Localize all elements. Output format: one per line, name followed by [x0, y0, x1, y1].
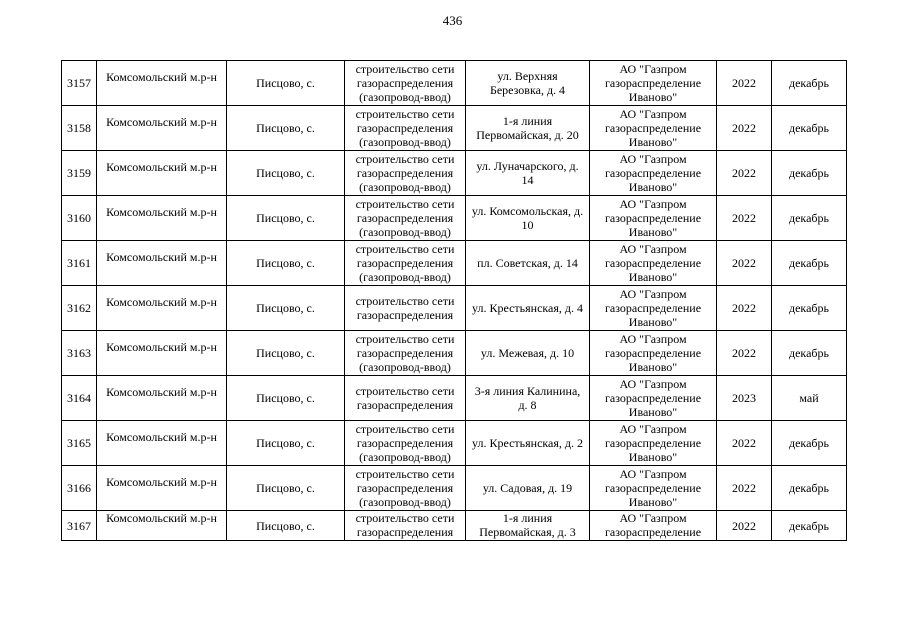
address: ул. Крестьянская, д. 2: [472, 436, 583, 450]
settlement-cell: [227, 241, 345, 286]
table-row: [62, 151, 847, 196]
district-cell: [97, 241, 227, 286]
work-type: строительство сети газораспределения (газопровод-ввод): [355, 152, 455, 194]
table-row: [62, 106, 847, 151]
year-cell: [717, 151, 772, 196]
organization: АО "Газпром газораспределение Иваново": [604, 62, 702, 104]
address-cell: [466, 421, 590, 466]
district-cell: [97, 151, 227, 196]
month: декабрь: [789, 481, 829, 495]
row-number: 3165: [67, 436, 91, 450]
table-body: [62, 61, 847, 541]
table-row: [62, 511, 847, 541]
district-cell: [97, 466, 227, 511]
settlement: Писцово, с.: [256, 518, 315, 533]
organization: АО "Газпром газораспределение Иваново": [604, 332, 702, 374]
district: Комсомольский м.р-н: [106, 295, 217, 309]
month: декабрь: [789, 166, 829, 180]
year-cell: [717, 421, 772, 466]
month: декабрь: [789, 76, 829, 90]
row-number: 3161: [67, 256, 91, 270]
year-cell: [717, 196, 772, 241]
work-type-cell: [345, 61, 466, 106]
row-number: 3158: [67, 121, 91, 135]
page-number: 436: [442, 13, 463, 28]
work-type: строительство сети газораспределения: [355, 511, 455, 539]
address: ул. Межевая, д. 10: [480, 346, 575, 360]
row-number: 3167: [67, 518, 91, 533]
organization-cell: [590, 421, 717, 466]
district-cell: [97, 331, 227, 376]
month-cell: [772, 106, 847, 151]
address-cell: [466, 511, 590, 541]
year-cell: [717, 376, 772, 421]
settlement: Писцово, с.: [256, 76, 315, 90]
organization: АО "Газпром газораспределение: [604, 511, 702, 539]
work-type-cell: [345, 196, 466, 241]
district: Комсомольский м.р-н: [106, 340, 217, 354]
address: ул. Садовая, д. 19: [482, 481, 573, 495]
row-number-cell: [62, 421, 97, 466]
gas-network-table: [61, 60, 847, 541]
year-cell: [717, 106, 772, 151]
organization: АО "Газпром газораспределение Иваново": [604, 152, 702, 194]
month: декабрь: [789, 211, 829, 225]
organization-cell: [590, 331, 717, 376]
work-type: строительство сети газораспределения (газопровод-ввод): [355, 62, 455, 104]
work-type: строительство сети газораспределения: [355, 294, 455, 322]
address-cell: [466, 376, 590, 421]
row-number: 3159: [67, 166, 91, 180]
organization-cell: [590, 241, 717, 286]
month: декабрь: [789, 518, 829, 533]
work-type-cell: [345, 151, 466, 196]
work-type: строительство сети газораспределения: [355, 384, 455, 412]
row-number-cell: [62, 331, 97, 376]
organization-cell: [590, 61, 717, 106]
row-number-cell: [62, 196, 97, 241]
work-type: строительство сети газораспределения (газопровод-ввод): [355, 242, 455, 284]
year: 2022: [732, 211, 756, 225]
work-type: строительство сети газораспределения (газопровод-ввод): [355, 332, 455, 374]
work-type: строительство сети газораспределения (газопровод-ввод): [355, 467, 455, 509]
year-cell: [717, 331, 772, 376]
work-type-cell: [345, 511, 466, 541]
work-type-cell: [345, 106, 466, 151]
row-number: 3164: [67, 391, 91, 405]
address-cell: [466, 331, 590, 376]
settlement: Писцово, с.: [256, 211, 315, 225]
address-cell: [466, 61, 590, 106]
month-cell: [772, 331, 847, 376]
month-cell: [772, 196, 847, 241]
row-number-cell: [62, 466, 97, 511]
table-row: [62, 376, 847, 421]
work-type-cell: [345, 331, 466, 376]
year: 2022: [732, 256, 756, 270]
year: 2022: [732, 76, 756, 90]
district-cell: [97, 376, 227, 421]
address-cell: [466, 466, 590, 511]
organization: АО "Газпром газораспределение Иваново": [604, 197, 702, 239]
district: Комсомольский м.р-н: [106, 250, 217, 264]
year: 2022: [732, 166, 756, 180]
organization: АО "Газпром газораспределение Иваново": [604, 422, 702, 464]
settlement: Писцово, с.: [256, 121, 315, 135]
organization-cell: [590, 196, 717, 241]
month-cell: [772, 376, 847, 421]
month: май: [799, 391, 819, 405]
month: декабрь: [789, 346, 829, 360]
month-cell: [772, 151, 847, 196]
organization: АО "Газпром газораспределение Иваново": [604, 107, 702, 149]
district: Комсомольский м.р-н: [106, 160, 217, 174]
work-type-cell: [345, 241, 466, 286]
month: декабрь: [789, 301, 829, 315]
address-cell: [466, 151, 590, 196]
district: Комсомольский м.р-н: [106, 385, 217, 399]
address: ул. Верхняя Березовка, д. 4: [489, 69, 566, 97]
address: ул. Комсомольская, д. 10: [471, 204, 584, 232]
work-type-cell: [345, 286, 466, 331]
month-cell: [772, 511, 847, 541]
row-number: 3162: [67, 301, 91, 315]
work-type-cell: [345, 376, 466, 421]
table-row: [62, 196, 847, 241]
settlement: Писцово, с.: [256, 346, 315, 360]
district-cell: [97, 196, 227, 241]
month: декабрь: [789, 121, 829, 135]
row-number: 3160: [67, 211, 91, 225]
year-cell: [717, 466, 772, 511]
row-number: 3157: [67, 76, 91, 90]
district-cell: [97, 511, 227, 541]
settlement-cell: [227, 286, 345, 331]
row-number-cell: [62, 151, 97, 196]
row-number: 3166: [67, 481, 91, 495]
row-number-cell: [62, 376, 97, 421]
settlement-cell: [227, 61, 345, 106]
settlement-cell: [227, 196, 345, 241]
table-row: [62, 286, 847, 331]
month: декабрь: [789, 256, 829, 270]
work-type-cell: [345, 466, 466, 511]
address: ул. Луначарского, д. 14: [476, 159, 579, 187]
row-number-cell: [62, 511, 97, 541]
work-type: строительство сети газораспределения (газопровод-ввод): [355, 197, 455, 239]
district-cell: [97, 286, 227, 331]
work-type-cell: [345, 421, 466, 466]
district-cell: [97, 421, 227, 466]
year: 2022: [732, 301, 756, 315]
year: 2023: [732, 391, 756, 405]
year-cell: [717, 286, 772, 331]
year-cell: [717, 511, 772, 541]
month-cell: [772, 466, 847, 511]
month-cell: [772, 61, 847, 106]
address-cell: [466, 241, 590, 286]
organization: АО "Газпром газораспределение Иваново": [604, 287, 702, 329]
organization-cell: [590, 376, 717, 421]
year-cell: [717, 61, 772, 106]
settlement-cell: [227, 511, 345, 541]
district: Комсомольский м.р-н: [106, 475, 217, 489]
address: 1-я линия Первомайская, д. 3: [479, 511, 576, 539]
year: 2022: [732, 346, 756, 360]
district: Комсомольский м.р-н: [106, 511, 217, 525]
work-type: строительство сети газораспределения (газопровод-ввод): [355, 107, 455, 149]
settlement-cell: [227, 466, 345, 511]
organization-cell: [590, 286, 717, 331]
settlement-cell: [227, 331, 345, 376]
organization: АО "Газпром газораспределение Иваново": [604, 242, 702, 284]
table-row: [62, 61, 847, 106]
district-cell: [97, 61, 227, 106]
year: 2022: [732, 481, 756, 495]
address: 1-я линия Первомайская, д. 20: [476, 114, 579, 142]
organization: АО "Газпром газораспределение Иваново": [604, 377, 702, 419]
settlement: Писцово, с.: [256, 481, 315, 495]
settlement-cell: [227, 376, 345, 421]
address-cell: [466, 106, 590, 151]
address-cell: [466, 196, 590, 241]
district: Комсомольский м.р-н: [106, 205, 217, 219]
year-cell: [717, 241, 772, 286]
organization: АО "Газпром газораспределение Иваново": [604, 467, 702, 509]
year: 2022: [732, 518, 756, 533]
settlement: Писцово, с.: [256, 301, 315, 315]
year: 2022: [732, 436, 756, 450]
month: декабрь: [789, 436, 829, 450]
month-cell: [772, 421, 847, 466]
work-type: строительство сети газораспределения (газопровод-ввод): [355, 422, 455, 464]
row-number: 3163: [67, 346, 91, 360]
district: Комсомольский м.р-н: [106, 115, 217, 129]
district: Комсомольский м.р-н: [106, 70, 217, 84]
table-row: [62, 421, 847, 466]
month-cell: [772, 241, 847, 286]
table-row: [62, 466, 847, 511]
month-cell: [772, 286, 847, 331]
settlement-cell: [227, 151, 345, 196]
address-cell: [466, 286, 590, 331]
settlement: Писцово, с.: [256, 166, 315, 180]
row-number-cell: [62, 241, 97, 286]
district-cell: [97, 106, 227, 151]
row-number-cell: [62, 61, 97, 106]
organization-cell: [590, 511, 717, 541]
address: 3-я линия Калинина, д. 8: [474, 384, 581, 412]
year: 2022: [732, 121, 756, 135]
address: ул. Крестьянская, д. 4: [472, 301, 583, 315]
settlement: Писцово, с.: [256, 436, 315, 450]
organization-cell: [590, 151, 717, 196]
organization-cell: [590, 106, 717, 151]
district: Комсомольский м.р-н: [106, 430, 217, 444]
row-number-cell: [62, 106, 97, 151]
organization-cell: [590, 466, 717, 511]
address: пл. Советская, д. 14: [477, 256, 578, 270]
settlement-cell: [227, 421, 345, 466]
row-number-cell: [62, 286, 97, 331]
table-row: [62, 241, 847, 286]
settlement: Писцово, с.: [256, 256, 315, 270]
settlement: Писцово, с.: [256, 391, 315, 405]
settlement-cell: [227, 106, 345, 151]
table-row: [62, 331, 847, 376]
